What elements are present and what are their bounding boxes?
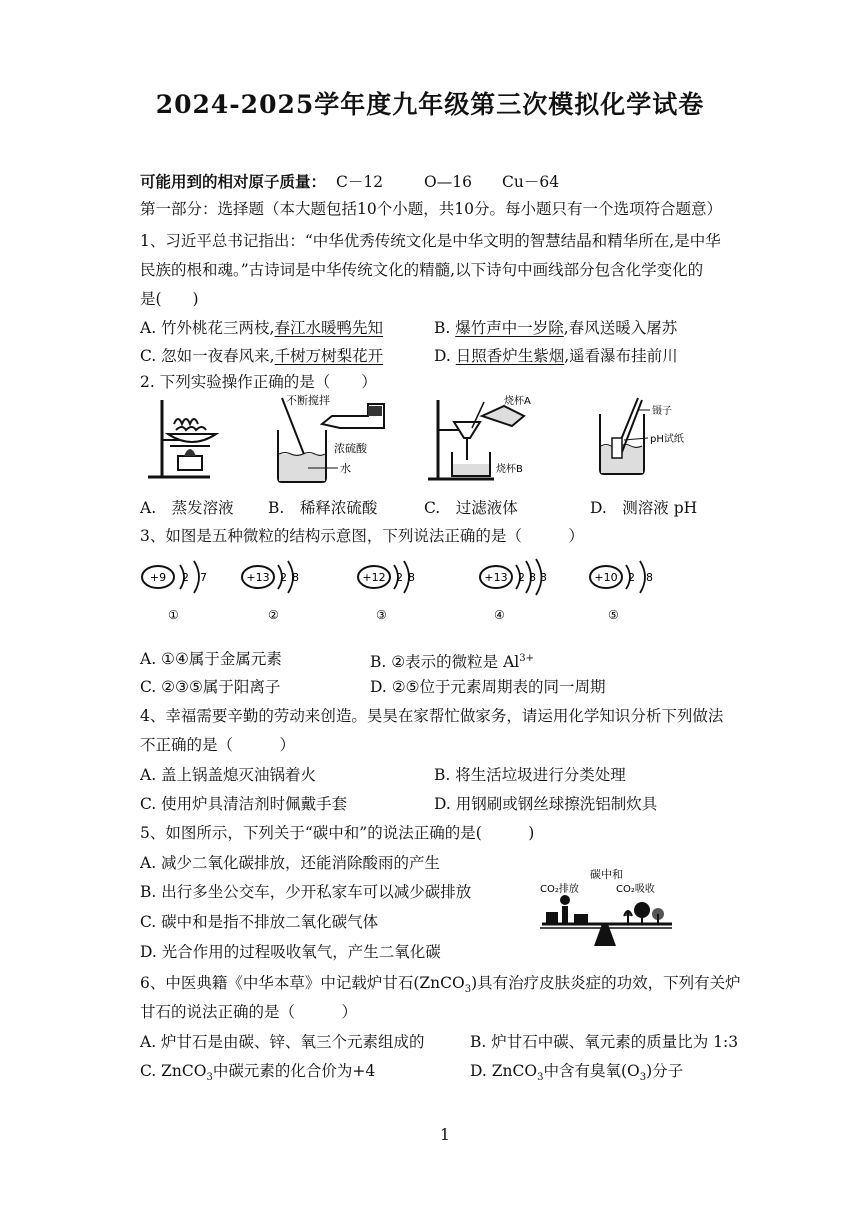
svg-text:③: ③	[376, 608, 387, 622]
q6-option-d: D. ZnCO$_3$中含有臭氧$(O_3)$分子	[470, 1062, 684, 1084]
q2-fig-d-paper-label: pH试纸	[650, 434, 684, 445]
svg-text:2: 2	[182, 571, 189, 584]
q2-stem: 2. 下列实验操作正确的是（ ）	[140, 373, 377, 391]
q6-stem-line2: 甘石的说法正确的是（ ）	[140, 1003, 358, 1021]
svg-text:8: 8	[292, 571, 299, 584]
svg-text:+9: +9	[149, 571, 167, 584]
q2-fig-c-beaker-b: 烧杯B	[496, 464, 523, 475]
q3-option-c: C. ②③⑤属于阳离子	[140, 678, 281, 696]
svg-text:2: 2	[396, 571, 403, 584]
q2-option-c: C. 过滤液体	[424, 499, 518, 517]
atomic-mass-label: 可能用到的相对原子质量：	[140, 172, 327, 191]
svg-text:①: ①	[168, 608, 179, 622]
q2-fig-b-stir-label: 不断搅拌	[286, 394, 330, 407]
q4-stem-line2: 不正确的是（ ）	[140, 736, 296, 754]
particle-4	[480, 559, 547, 622]
q2-fig-b-water-label: 水	[340, 462, 351, 475]
q5-fig-title: 碳中和	[590, 868, 623, 881]
q4-option-c: C. 使用炉具清洁剂时佩戴手套	[140, 795, 348, 813]
svg-text:+10: +10	[594, 571, 618, 584]
q4-option-b: B. 将生活垃圾进行分类处理	[434, 766, 626, 784]
q1-option-d: D. 日照香炉生紫烟,遥看瀑布挂前川	[434, 347, 678, 365]
q2-option-d: D. 测溶液 pH	[590, 499, 698, 517]
q2-fig-b-acid-label: 浓硫酸	[334, 442, 367, 455]
q6-option-b: B. 炉甘石中碳、氧元素的质量比为 1:3	[470, 1033, 739, 1051]
q2-figure-ph-test	[590, 394, 700, 484]
q1-option-a: A. 竹外桃花三两枝,春江水暖鸭先知	[140, 319, 383, 337]
atomic-mass-o: O—16	[424, 173, 472, 191]
svg-text:④: ④	[494, 608, 505, 622]
q4-option-d: D. 用钢刷或钢丝球擦洗铝制炊具	[434, 795, 658, 813]
q6-stem-line1: 6、中医典籍《中华本草》中记载炉甘石(ZnCO$_3$)具有治疗皮肤炎症的功效，下列有关炉	[140, 974, 741, 996]
q1-stem-line2: 民族的根和魂。”古诗词是中华传统文化的精髓,以下诗句中画线部分包含化学变化的	[140, 261, 704, 279]
page-number: 1	[440, 1126, 450, 1144]
q4-option-a: A. 盖上锅盖熄灭油锅着火	[140, 766, 317, 784]
particle-3	[358, 561, 415, 622]
q2-figure-evaporation	[140, 394, 250, 484]
svg-text:2: 2	[628, 571, 635, 584]
svg-text:2: 2	[280, 571, 287, 584]
particle-1	[142, 561, 207, 622]
q3-option-b: B. ②表示的微粒是 $Al^{3+}$	[370, 653, 534, 672]
svg-text:3: 3	[540, 571, 547, 584]
q3-option-a: A. ①④属于金属元素	[140, 650, 282, 668]
q2-fig-d-tweezer-label: 镊子	[652, 406, 672, 417]
svg-text:2: 2	[518, 571, 525, 584]
svg-text:7: 7	[200, 571, 207, 584]
svg-text:+13: +13	[484, 571, 508, 584]
svg-text:+13: +13	[246, 571, 270, 584]
svg-text:⑤: ⑤	[608, 608, 619, 622]
q3-option-d: D. ②⑤位于元素周期表的同一周期	[370, 678, 606, 696]
q5-stem: 5、如图所示，下列关于“碳中和”的说法正确的是( )	[140, 824, 535, 842]
q5-fig-left-label: CO₂排放	[540, 884, 579, 895]
svg-text:8: 8	[529, 571, 536, 584]
q2-figure-filtration	[424, 392, 544, 487]
page-title: 2024-2025学年度九年级第三次模拟化学试卷	[155, 90, 705, 119]
q1-option-b: B. 爆竹声中一岁除,春风送暖入屠苏	[434, 319, 678, 337]
q2-fig-c-beaker-a: 烧杯A	[504, 396, 531, 407]
svg-text:8: 8	[646, 571, 653, 584]
q2-figure-dilution	[268, 392, 398, 487]
q5-option-b: B. 出行多坐公交车，少开私家车可以减少碳排放	[140, 883, 472, 901]
particle-5	[590, 561, 653, 622]
particle-2	[242, 561, 299, 622]
q1-option-c: C. 忽如一夜春风来,千树万树梨花开	[140, 347, 384, 365]
q3-stem: 3、如图是五种微粒的结构示意图，下列说法正确的是（ ）	[140, 527, 584, 545]
section-heading: 第一部分：选择题（本大题包括10个小题，共10分。每小题只有一个选项符合题意）	[140, 200, 722, 218]
q1-stem-line1: 1、习近平总书记指出：“中华优秀传统文化是中华文明的智慧结晶和精华所在,是中华	[140, 232, 721, 250]
q1-stem-line3: 是( )	[140, 290, 199, 308]
q6-option-c: C. ZnCO$_3$中碳元素的化合价为+4	[140, 1062, 376, 1084]
q5-option-d: D. 光合作用的过程吸收氧气，产生二氧化碳	[140, 943, 441, 961]
svg-text:+12: +12	[362, 571, 386, 584]
svg-text:②: ②	[268, 608, 279, 622]
q4-stem-line1: 4、幸福需要辛勤的劳动来创造。昊昊在家帮忙做家务，请运用化学知识分析下列做法	[140, 707, 724, 725]
q5-carbon-neutral-figure	[536, 866, 686, 956]
q6-option-a: A. 炉甘石是由碳、锌、氧三个元素组成的	[140, 1033, 425, 1051]
atomic-mass-c: C－12	[336, 173, 384, 191]
svg-text:8: 8	[408, 571, 415, 584]
q2-option-a: A. 蒸发溶液	[140, 499, 234, 517]
q3-particle-diagrams	[130, 555, 690, 625]
q2-option-b: B. 稀释浓硫酸	[268, 499, 378, 517]
q5-fig-right-label: CO₂吸收	[616, 884, 655, 895]
atomic-mass-cu: Cu－64	[502, 173, 560, 191]
q5-option-a: A. 减少二氧化碳排放，还能消除酸雨的产生	[140, 854, 441, 872]
q5-option-c: C. 碳中和是指不排放二氧化碳气体	[140, 913, 379, 931]
